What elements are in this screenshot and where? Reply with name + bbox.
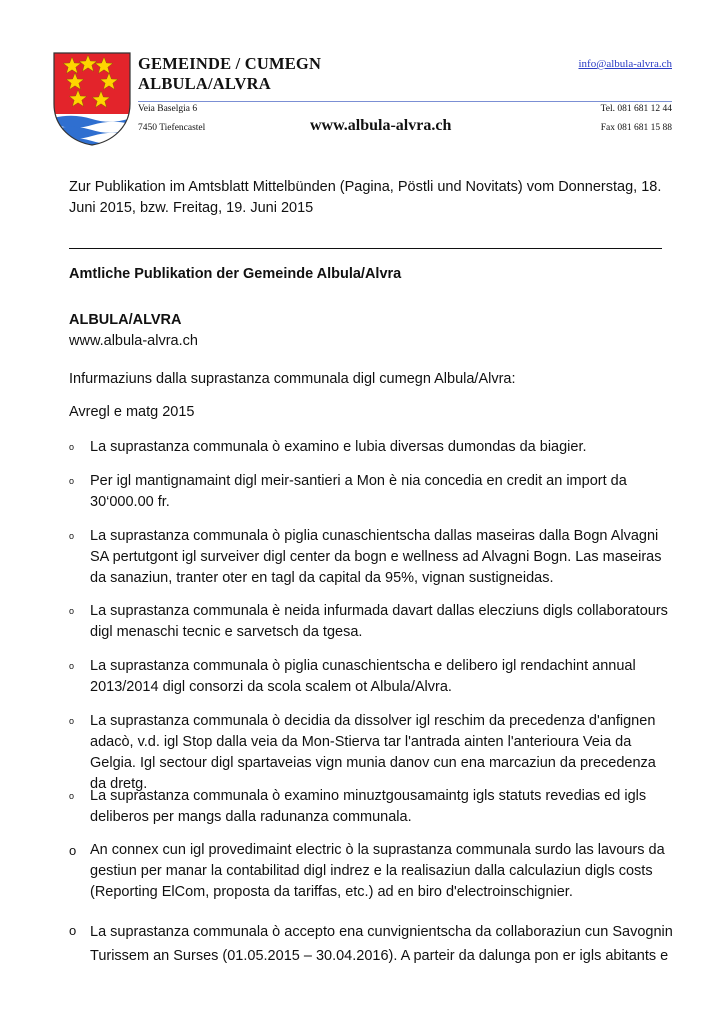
section-divider [69,248,662,249]
email-link[interactable]: info@albula-alvra.ch [578,58,672,70]
header-divider [138,101,672,102]
bullet-marker: o [69,606,75,616]
info-line: Infurmaziuns dalla suprastanza communala digl cumegn Albula/Alvra: [69,371,516,387]
bullet-marker: o [69,923,77,938]
publication-intro: Zur Publikation im Amtsblatt Mittelbünden (Pagina, Pöstli und Novitats) vom Donnerstag, 18. Juni 2015, bzw. Freitag, 19. Juni 2015 [69,179,662,216]
municipality-heading: ALBULA/ALVRA [69,312,182,328]
bullet-marker: o [69,442,75,452]
bullet-marker: o [69,716,75,726]
municipality-name-line1: GEMEINDE / CUMEGN [138,54,322,73]
list-item-text: Per igl mantignamaint digl meir-santieri a Mon è nia concedia en credit an import da 30‘000.00 fr. [90,473,627,510]
municipality-website: www.albula-alvra.ch [69,333,198,349]
list-item-text: La suprastanza communala ò examino minuztgousamaintg igls statuts revedias ed igls deliberos per mangs dalla radunanza communala. [90,788,647,825]
address-postal: 7450 Tiefencastel [138,123,206,133]
bullet-marker: o [69,476,75,486]
date-line: Avregl e matg 2015 [69,404,195,420]
bullet-marker: o [69,531,75,541]
municipality-name-line2: ALBULA/ALVRA [138,74,271,93]
address-street: Veia Baselgia 6 [138,104,198,114]
coat-of-arms-logo [53,52,131,146]
list-item-text: La suprastanza communala ò piglia cunaschientscha dallas maseiras dalla Bogn Alvagni SA pertutgont igl surveiver digl center da bogn e wellness ad Alvagni Bogn. Las maseiras da sanaziun, tranter oter en tagl da capital da 95%, vignan sustigneidas. [90,528,662,586]
list-item-text: La suprastanza communala ò piglia cunaschientscha e delibero igl rendachint annual 2013/2014 digl consorzi da scola scalem ot Albula/Alvra. [90,658,636,695]
bullet-marker: o [69,843,77,858]
list-item-text: La suprastanza communala è neida infurmada davart dallas elecziuns digls collaboratours digl menaschi tecnic e sarvetsch da tgesa. [90,603,668,640]
list-item-text: La suprastanza communala ò accepto ena cunvignientscha da collaboraziun cun Savognin Turissem an Surses (01.05.2015 – 30.04.2016). A parteir da dalunga pon er igls abitants e [90,924,673,964]
municipality-name [138,54,321,94]
list-item-text: La suprastanza communala ò examino e lubia diversas dumondas da biagier. [90,439,587,455]
telephone: Tel. 081 681 12 44 [600,104,672,114]
publication-title: Amtliche Publikation der Gemeinde Albula/Alvra [69,266,402,282]
bullet-marker: o [69,661,75,671]
list-item-text: An connex cun igl provedimaint electric ò la suprastanza communala surdo las lavours da gestiun per manar la contabilitad digl indrez e la realisaziun dalla calculaziun digls costs (Reporting ElCom, proposta da tariffas, etc.) ad en biro d'electroinschignier. [90,842,665,900]
list-item-text: La suprastanza communala ò decidia da dissolver igl reschim da precedenza d'anfignen adacò, v.d. igl Stop dalla veia da Mon-Stierva tar l'antrada ainten l'anterioura Veia da Gelgia. Igl sectour digl spartaveias vign munia danov cun ena marcaziun da precedenza da dretg. [90,713,656,792]
fax: Fax 081 681 15 88 [600,123,672,133]
header-website: www.albula-alvra.ch [310,117,452,134]
bullet-marker: o [69,791,75,801]
